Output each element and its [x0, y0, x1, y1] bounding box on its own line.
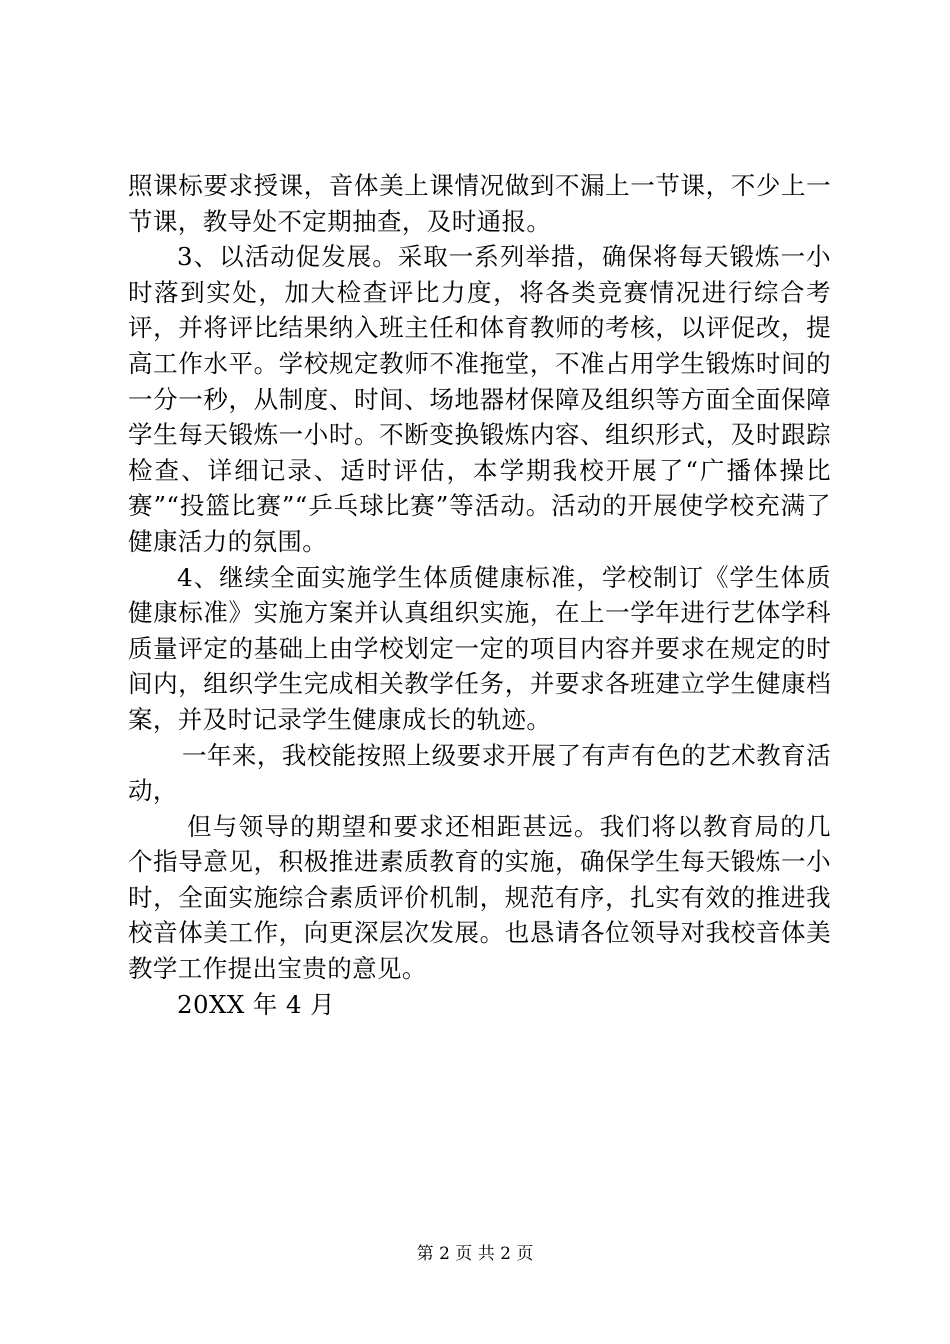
paragraph-conclusion: 但与领导的期望和要求还相距甚远。我们将以教育局的几个指导意见，积极推进素质教育的实施，确保学生每天锻炼一小时，全面实施综合素质评价机制，规范有序，扎实有效的推进我校音体美工作，向更深层次发展。也恳请各位领导对我校音体美教学工作提出宝贵的意见。	[128, 811, 831, 984]
paragraph-continuation: 照课标要求授课，音体美上课情况做到不漏上一节课，不少上一节课，教导处不定期抽查，及时通报。	[128, 171, 831, 236]
document-date: 20XX 年 4 月	[177, 989, 336, 1019]
paragraph-item-4: 4、继续全面实施学生体质健康标准，学校制订《学生体质健康标准》实施方案并认真组织实施，在上一学年进行艺体学科质量评定的基础上由学校划定一定的项目内容并要求在规定的时间内，组织学生完成相关教学任务，并要求各班建立学生健康档案，并及时记录学生健康成长的轨迹。	[128, 562, 831, 734]
paragraph-summary: 一年来，我校能按照上级要求开展了有声有色的艺术教育活动，	[128, 740, 831, 806]
paragraph-item-3: 3、以活动促发展。采取一系列举措，确保将每天锻炼一小时落到实处，加大检查评比力度，将各类竞赛情况进行综合考评，并将评比结果纳入班主任和体育教师的考核，以评促改，提高工作水平。学校规定教师不准拖堂，不准占用学生锻炼时间的一分一秒，从制度、时间、场地器材保障及组织等方面全面保障学生每天锻炼一小时。不断变换锻炼内容、组织形式，及时跟踪检查、详细记录、适时评估，本学期我校开展了“广播体操比赛”“投篮比赛”“乒乓球比赛”等活动。活动的开展使学校充满了健康活力的氛围。	[128, 242, 831, 556]
document-body	[128, 168, 831, 1022]
page-footer: 第 2 页 共 2 页	[416, 1244, 534, 1264]
